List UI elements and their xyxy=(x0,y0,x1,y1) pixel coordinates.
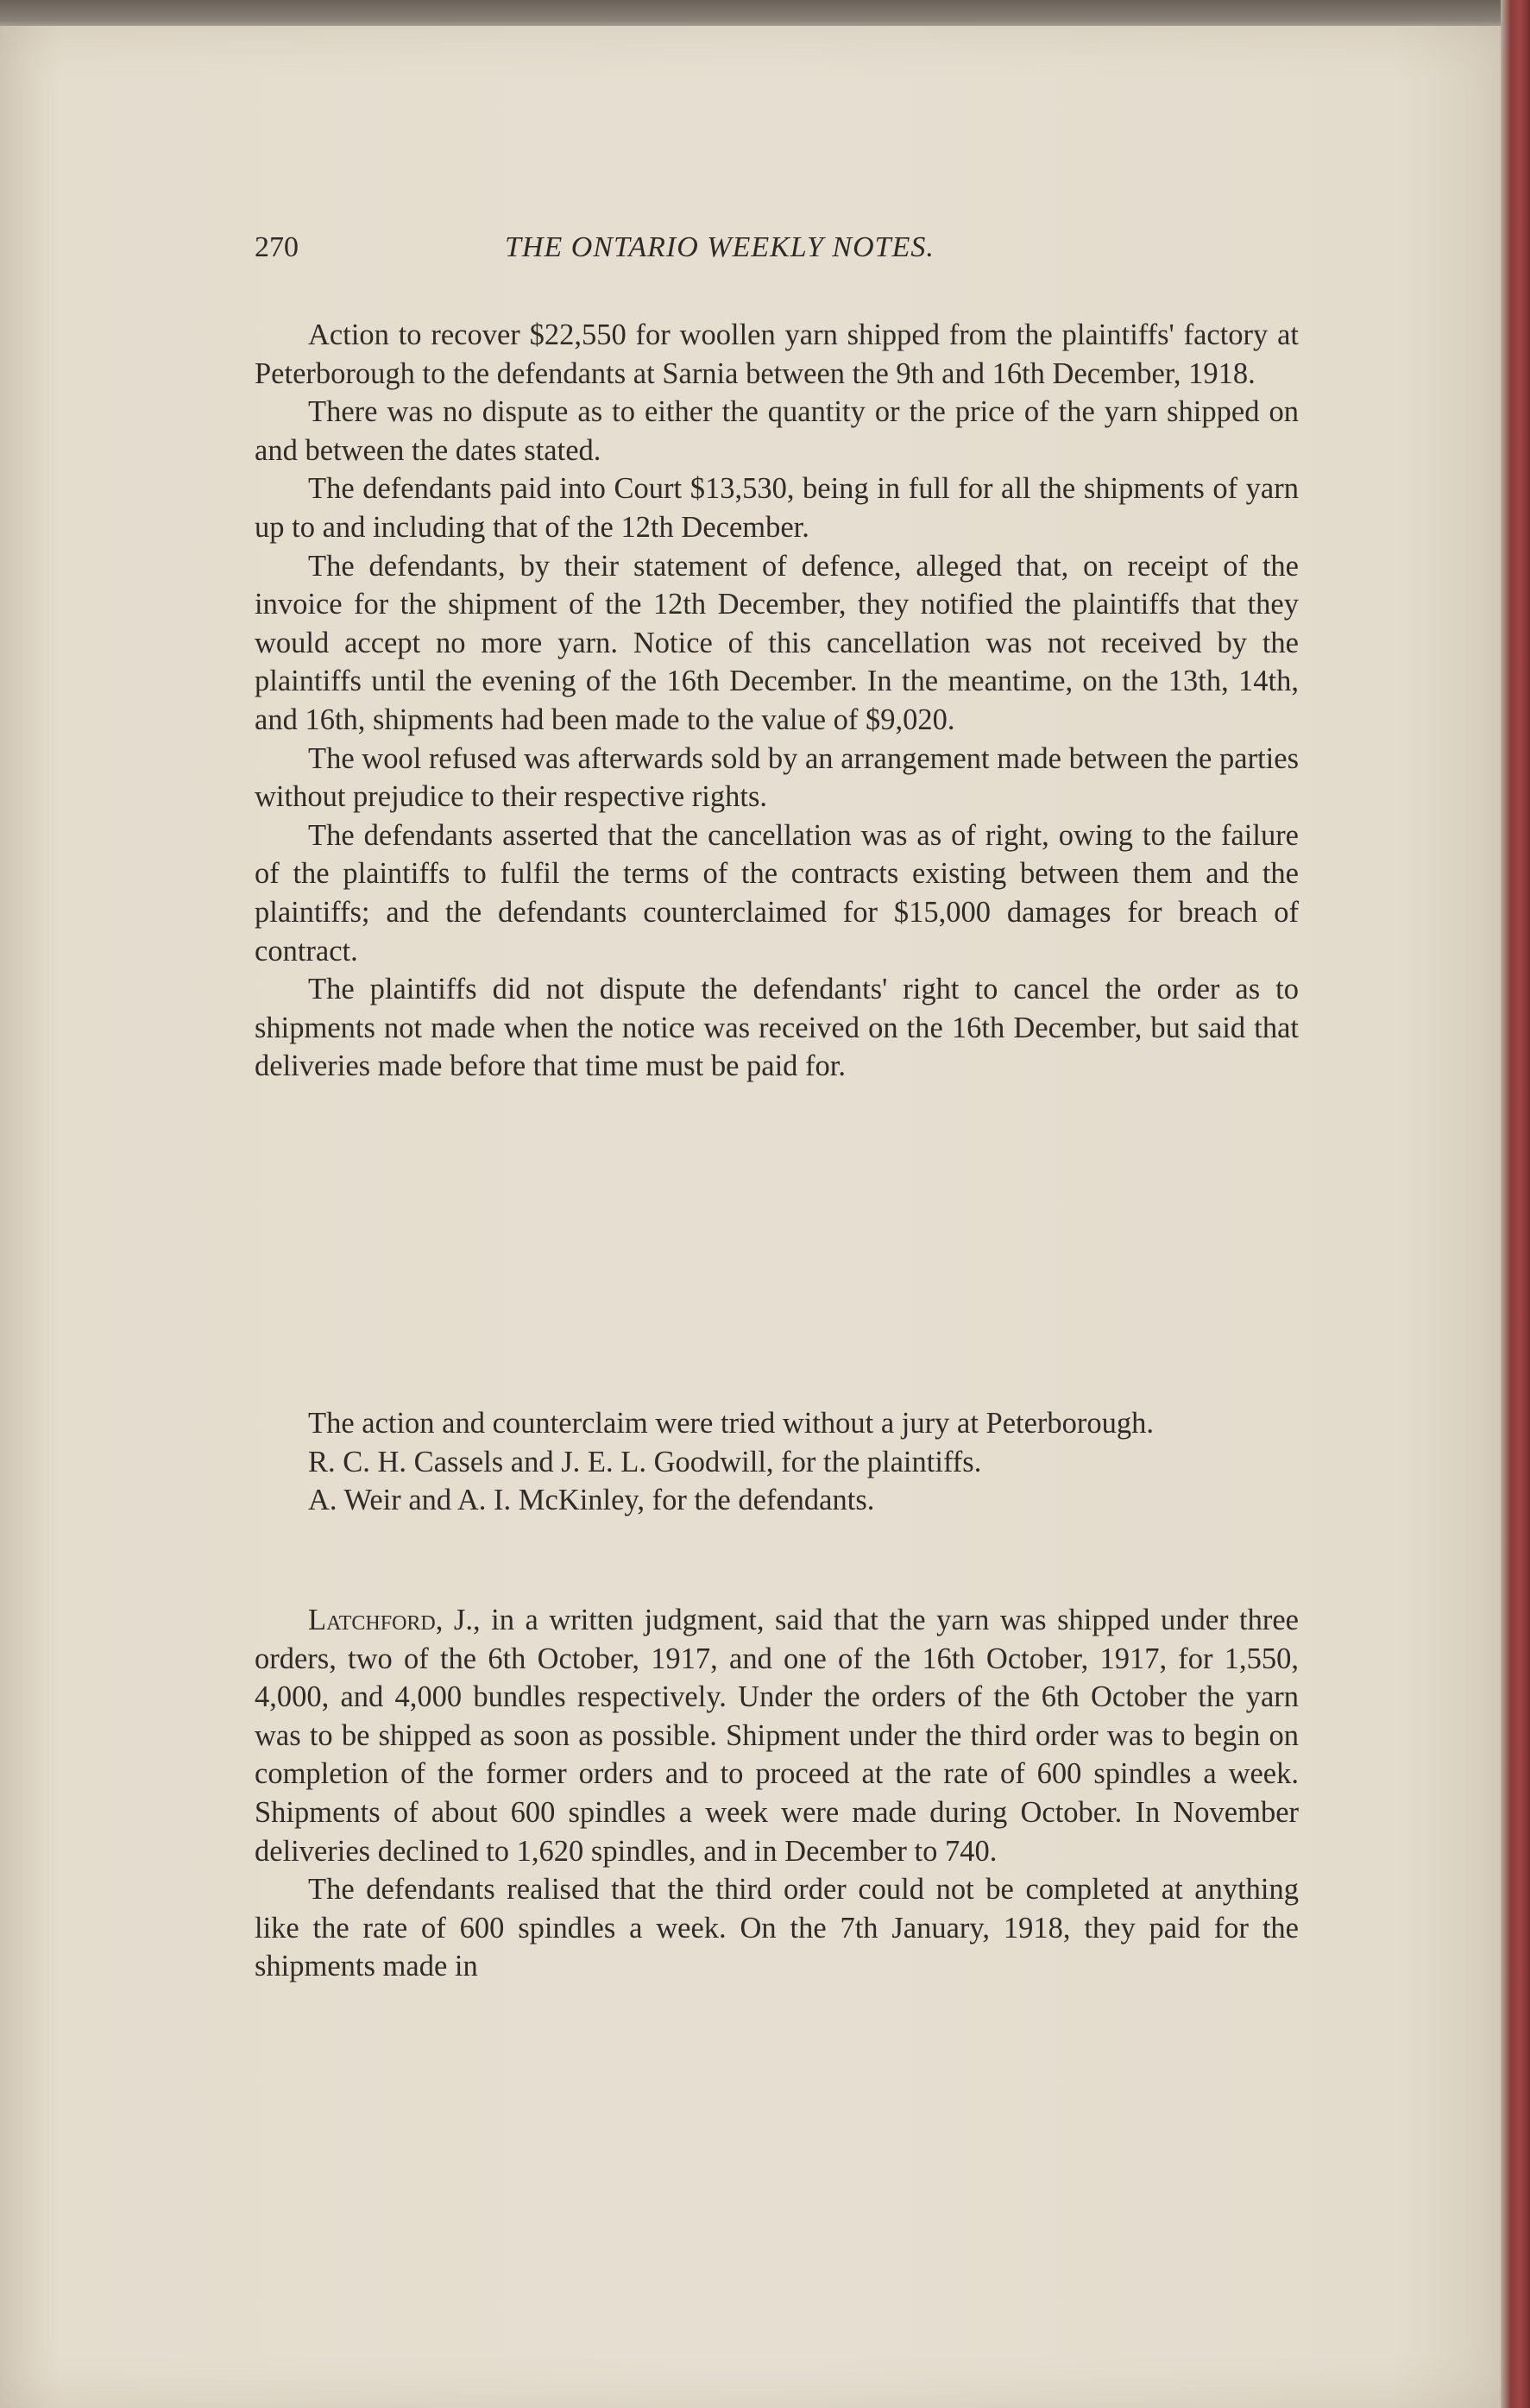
judgment-paragraph-orders xyxy=(255,1601,1299,1870)
facts-paragraph-defendants-assertion: The defendants asserted that the cancellation was as of right, owing to the failure of the plaintiffs to fulfil the terms of the contracts existing between them and the plaintiffs; and the defendants counterclaimed for $15,000 damages for breach of contract. xyxy=(255,818,1299,968)
facts-paragraph-statement-of-defence: The defendants, by their statement of defence, alleged that, on receipt of the invoice for the shipment of the 12th December, they notified the plaintiffs that they would accept no more yarn. Notice of this cancellation was not received by the plaintiffs until the evening of the 16th December. In the meantime, on the 13th, 14th, and 16th, shipments had been made to the value of $9,020. xyxy=(255,549,1299,736)
page-header xyxy=(255,231,1290,274)
judge-name: Latchford xyxy=(308,1604,436,1636)
judgment-paragraph-third-order: The defendants realised that the third order could not be completed at anything like the rate of 600 spindles a week. On the 7th January, 1918, they paid for the shipments made in xyxy=(255,1873,1299,1983)
facts-paragraph-action: Action to recover $22,550 for woollen yarn shipped from the plaintiffs' factory at Peterborough to the defendants at Sarnia between the 9th and 16th December, 1918. xyxy=(255,318,1299,390)
trial-section xyxy=(255,1404,1299,1520)
facts-paragraph-plaintiffs-position: The plaintiffs did not dispute the defendants' right to cancel the order as to shipments not made when the notice was received on the 16th December, but said that deliveries made before that time must be paid for. xyxy=(255,973,1299,1083)
judgment-paragraph-orders-text: , J., in a written judgment, said that the yarn was shipped under three orders, two of the 6th October, 1917, and one of the 16th October, 1917, for 1,550, 4,000, and 4,000 bundles respectively. Under the orders of the 6th October the yarn was to be shipped as soon as possible. Shipment under the third order was to begin on completion of the former orders and to proceed at the rate of 600 spindles a week. Shipments of about 600 spindles a week were made during October. In November deliveries declined to 1,620 spindles, and in December to 740. xyxy=(255,1604,1299,1868)
book-red-page-edge xyxy=(1501,0,1530,2408)
facts-paragraph-wool-refused: The wool refused was afterwards sold by an arrangement made between the parties without prejudice to their respective rights. xyxy=(255,741,1299,814)
plaintiffs-counsel: R. C. H. Cassels and J. E. L. Goodwill, for the plaintiffs. xyxy=(308,1445,982,1478)
page-number: 270 xyxy=(255,231,299,263)
facts-section xyxy=(255,316,1299,1086)
facts-paragraph-no-dispute: There was no dispute as to either the quantity or the price of the yarn shipped on and between the dates stated. xyxy=(255,395,1299,467)
facts-paragraph-payment-into-court: The defendants paid into Court $13,530, being in full for all the shipments of yarn up to and including that of the 12th December. xyxy=(255,472,1299,544)
defendants-counsel: A. Weir and A. I. McKinley, for the defendants. xyxy=(308,1484,875,1517)
running-title: THE ONTARIO WEEKLY NOTES. xyxy=(505,231,935,263)
judgment-section xyxy=(255,1601,1299,1986)
trial-paragraph: The action and counterclaim were tried without a jury at Peterborough. xyxy=(308,1407,1155,1440)
